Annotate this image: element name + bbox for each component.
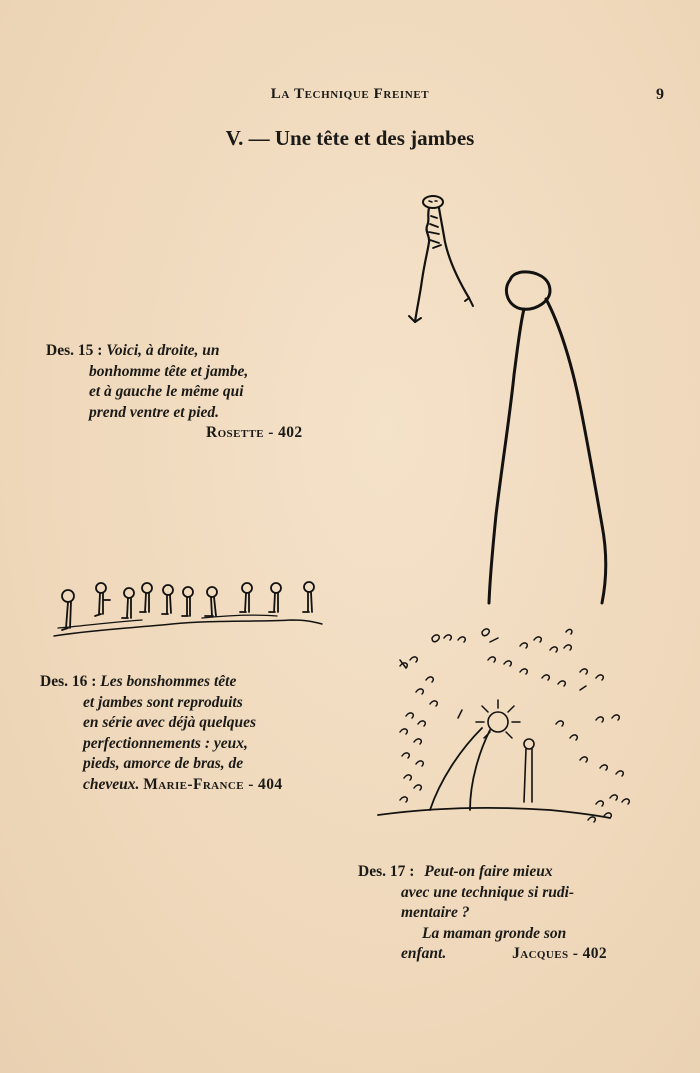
caption-number: Des. 15 : [46,342,103,359]
caption-text-line: perfectionnements : yeux, [83,734,248,752]
running-title: La Technique Freinet [270,86,430,102]
caption-text-line: Peut-on faire mieux [424,863,553,880]
drawing-17-mother-and-child [370,620,655,840]
caption-text-line: pieds, amorce de bras, de [83,755,244,772]
caption-text-line: enfant. [401,945,447,962]
caption-des-15 [46,341,303,444]
caption-number: Des. 16 : [40,673,97,690]
caption-text-line: avec une technique si rudi- [401,883,575,901]
caption-text-line: cheveux. [83,775,140,793]
caption-text-line: Voici, à droite, un [106,342,220,359]
caption-text-line: et jambes sont reproduits [83,693,243,711]
caption-text-line: bonhomme tête et jambe, [89,362,249,380]
page-number: 9 [656,86,664,103]
caption-des-16 [40,672,283,795]
caption-des-17 [358,862,607,965]
drawing-15-tall-figure [480,265,630,610]
caption-author: Marie-France - 404 [143,775,283,793]
drawing-15-small-figure [405,190,485,335]
caption-text-line: La maman gronde son [422,924,567,942]
caption-text-line: mentaire ? [401,904,470,921]
drawing-16-row-of-figures [52,578,327,643]
caption-text-line: en série avec déjà quelques [83,714,257,731]
caption-number: Des. 17 : [358,863,415,880]
caption-text-line: et à gauche le même qui [89,383,244,400]
caption-author: Rosette - 402 [206,424,303,441]
section-title: V. — Une tête et des jambes [225,126,475,150]
caption-author: Jacques - 402 [512,945,608,962]
caption-text-line: prend ventre et pied. [89,403,220,421]
caption-text-line: Les bonshommes tête [100,673,237,690]
